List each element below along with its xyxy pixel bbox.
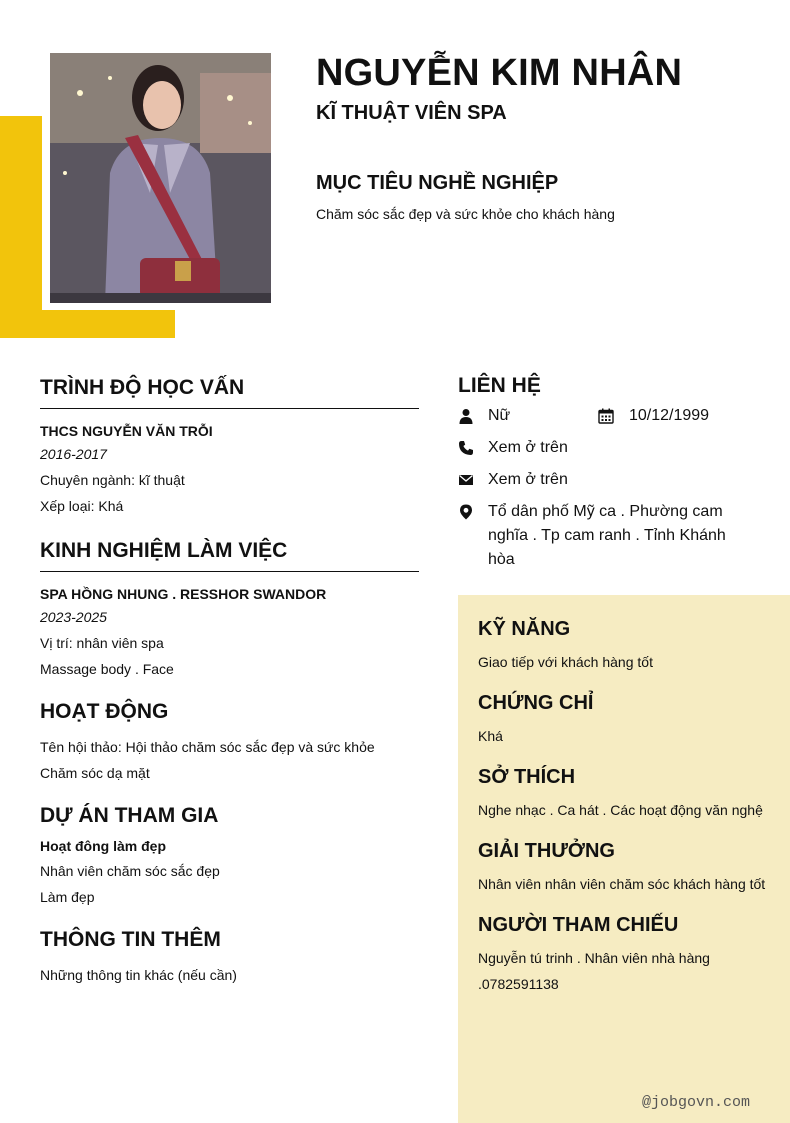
education-heading: TRÌNH ĐỘ HỌC VẤN bbox=[40, 376, 419, 409]
activities-line-1: Tên hội thảo: Hội thảo chăm sóc sắc đẹp và sức khỏe bbox=[40, 739, 375, 755]
accent-bar-vertical bbox=[0, 116, 42, 338]
extra-info-text: Những thông tin khác (nếu cần) bbox=[40, 967, 237, 983]
awards-heading: GIẢI THƯỞNG bbox=[478, 840, 615, 862]
phone-icon bbox=[458, 436, 488, 460]
education-major: Chuyên ngành: kĩ thuật bbox=[40, 472, 185, 488]
experience-heading: KINH NGHIỆM LÀM VIỆC bbox=[40, 539, 419, 572]
hobbies-heading: SỞ THÍCH bbox=[478, 766, 576, 788]
person-icon bbox=[458, 404, 488, 428]
accent-bar-horizontal bbox=[0, 310, 175, 338]
activities-line-2: Chăm sóc dạ mặt bbox=[40, 765, 150, 781]
address-value: Tổ dân phố Mỹ ca . Phường cam nghĩa . Tp cam ranh . Tỉnh Khánh hòa bbox=[488, 503, 726, 568]
phone-value: Xem ở trên bbox=[488, 439, 568, 456]
experience-period: 2023-2025 bbox=[40, 609, 107, 625]
profile-photo bbox=[50, 53, 271, 303]
certificates-heading: CHỨNG CHỈ bbox=[478, 692, 594, 714]
objective-text: Chăm sóc sắc đẹp và sức khỏe cho khách hàng bbox=[316, 206, 615, 222]
contact-gender bbox=[458, 404, 588, 428]
mail-icon bbox=[458, 468, 488, 492]
dob-value: 10/12/1999 bbox=[629, 407, 710, 424]
contact-heading: LIÊN HỆ bbox=[458, 374, 541, 397]
contact-address bbox=[458, 500, 728, 572]
location-pin-icon bbox=[458, 500, 488, 524]
skills-heading: KỸ NĂNG bbox=[478, 618, 571, 640]
contact-dob bbox=[598, 404, 709, 428]
right-sidebar-panel bbox=[458, 595, 790, 1123]
email-value: Xem ở trên bbox=[488, 471, 568, 488]
experience-detail: Massage body . Face bbox=[40, 661, 174, 677]
references-text: Nguyễn tú trinh . Nhân viên nhà hàng .0782591138 bbox=[478, 950, 710, 992]
awards-text: Nhân viên nhân viên chăm sóc khách hàng tốt bbox=[478, 876, 766, 892]
project-role: Nhân viên chăm sóc sắc đẹp bbox=[40, 863, 220, 879]
calendar-icon bbox=[598, 408, 629, 424]
project-name: Hoạt đông làm đẹp bbox=[40, 838, 166, 854]
skills-text: Giao tiếp với khách hàng tốt bbox=[478, 654, 653, 670]
extra-info-heading: THÔNG TIN THÊM bbox=[40, 928, 221, 951]
left-column bbox=[40, 376, 419, 988]
candidate-name: NGUYỄN KIM NHÂN bbox=[316, 52, 683, 94]
contact-email bbox=[458, 468, 728, 492]
references-heading: NGƯỜI THAM CHIẾU bbox=[478, 914, 679, 936]
experience-company: SPA HỒNG NHUNG . RESSHOR SWANDOR bbox=[40, 586, 327, 602]
education-school: THCS NGUYỄN VĂN TRỖI bbox=[40, 423, 213, 439]
job-title: KĨ THUẬT VIÊN SPA bbox=[316, 102, 507, 124]
education-period: 2016-2017 bbox=[40, 446, 107, 462]
certificates-text: Khá bbox=[478, 728, 503, 744]
project-detail: Làm đẹp bbox=[40, 889, 95, 905]
hobbies-text: Nghe nhạc . Ca hát . Các hoạt động văn nghệ bbox=[478, 802, 763, 818]
contact-phone bbox=[458, 436, 728, 460]
activities-heading: HOẠT ĐỘNG bbox=[40, 700, 169, 723]
projects-heading: DỰ ÁN THAM GIA bbox=[40, 804, 219, 827]
gender-value: Nữ bbox=[488, 407, 511, 424]
experience-position: Vị trí: nhân viên spa bbox=[40, 635, 164, 651]
education-grade: Xếp loại: Khá bbox=[40, 498, 124, 514]
watermark: @jobgovn.com bbox=[641, 1094, 750, 1111]
objective-heading: MỤC TIÊU NGHỀ NGHIỆP bbox=[316, 172, 559, 194]
